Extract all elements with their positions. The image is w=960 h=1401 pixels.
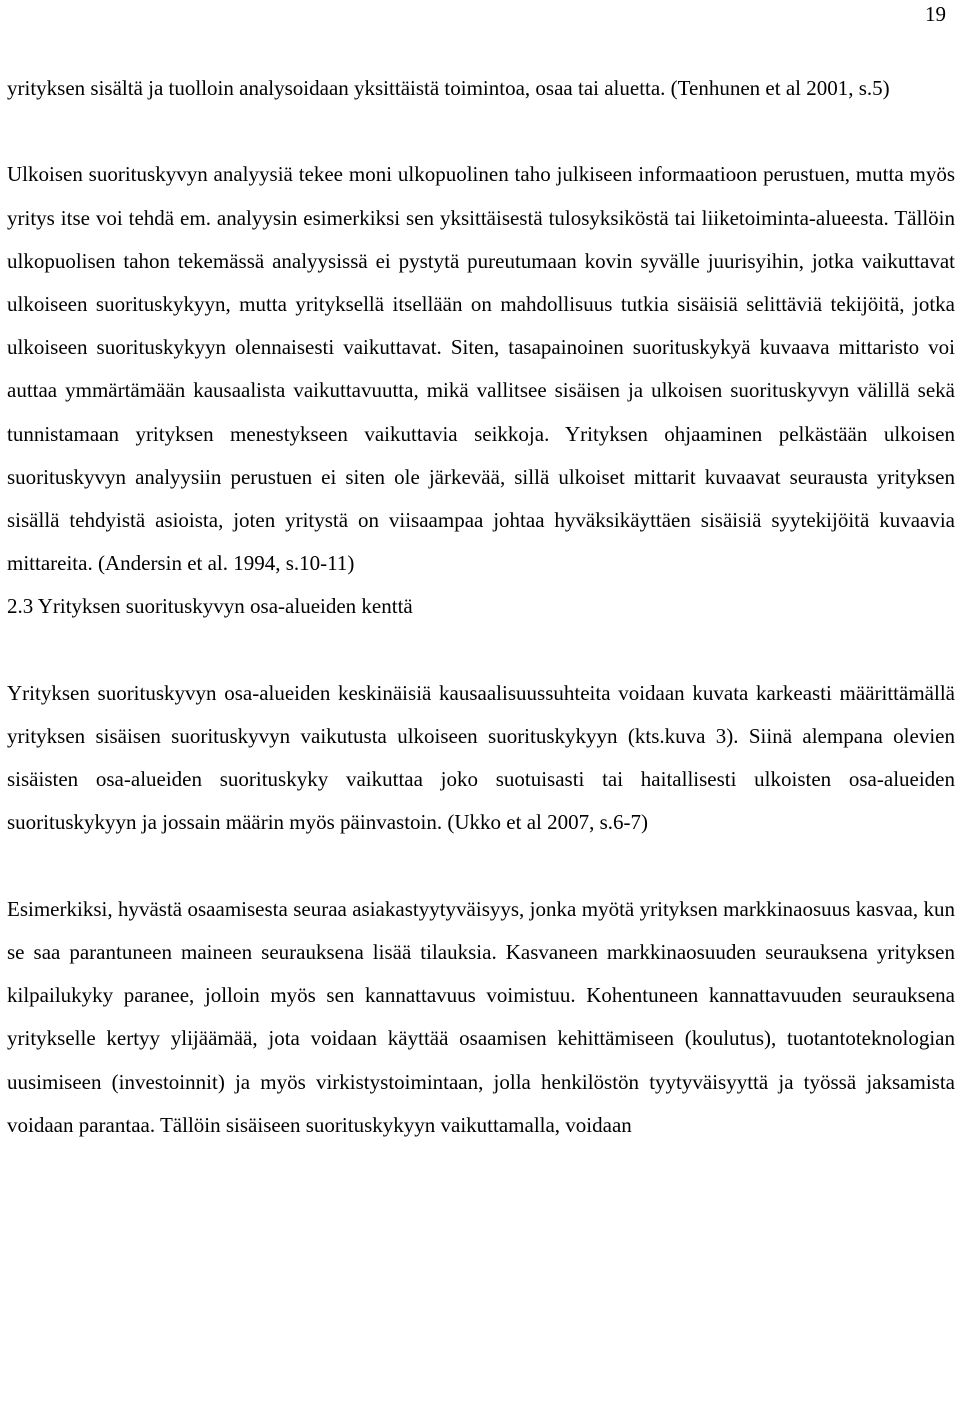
- section-heading: 2.3 Yrityksen suorituskyvyn osa-alueiden kenttä: [7, 594, 413, 619]
- paragraph-4: Esimerkiksi, hyvästä osaamisesta seuraa asiakastyytyväisyys, jonka myötä yrityksen markkinaosuus kasvaa, kun se saa parantuneen maineen seurauksena lisää tilauksia. Kasvaneen markkinaosuuden seurauksena yrityksen kilpailukyky paranee, jolloin myös sen kannattavuus voimistuu. Kohentuneen kannattavuuden seurauksena yritykselle kertyy ylijäämää, jota voidaan käyttää osaamisen kehittämiseen (koulutus), tuotantoteknologian uusimiseen (investoinnit) ja myös virkistystoimintaan, jolla henkilöstön tyytyväisyyttä ja työssä jaksamista voidaan parantaa. Tällöin sisäiseen suorituskykyyn vaikuttamalla, voidaan: [7, 896, 955, 1137]
- paragraph-2: Ulkoisen suorituskyvyn analyysiä tekee moni ulkopuolinen taho julkiseen informaatioon perustuen, mutta myös yritys itse voi tehdä em. analyysin esimerkiksi sen yksittäisestä tulosyksiköstä tai liiketoiminta-alueesta. Tällöin ulkopuolisen tahon tekemässä analyysissä ei pystytä pureutumaan kovin syvälle juurisyihin, jotka vaikuttavat ulkoiseen suorituskykyyn, mutta yrityksellä itsellään on mahdollisuus tutkia sisäisiä selittäviä tekijöitä, jotka ulkoiseen suorituskykyyn olennaisesti vaikuttavat. Siten, tasapainoinen suorituskykyä kuvaava mittaristo voi auttaa ymmärtämään kausaalista vaikuttavuutta, mikä vallitsee sisäisen ja ulkoisen suorituskyvyn välillä sekä tunnistamaan yrityksen menestykseen vaikuttavia seikkoja. Yrityksen ohjaaminen pelkästään ulkoisen suorituskyvyn analyysiin perustuen ei siten ole järkevää, sillä ulkoiset mittarit kuvaavat seurausta yrityksen sisällä tehdyistä asioista, joten yritystä on viisaampaa johtaa hyväksikäyttäen sisäisiä syytekijöitä kuvaavia mittareita. (Andersin et al. 1994, s.10-11): [7, 162, 955, 576]
- paragraph-3: Yrityksen suorituskyvyn osa-alueiden keskinäisiä kausaalisuussuhteita voidaan kuvata karkeasti määrittämällä yrityksen sisäisen suorituskyvyn vaikutusta ulkoiseen suorituskykyyn (kts.kuva 3). Siinä alempana olevien sisäisten osa-alueiden suorituskyky vaikuttaa joko suotuisasti tai haitallisesti ulkoisten osa-alueiden suorituskykyyn ja jossain määrin myös päinvastoin. (Ukko et al 2007, s.6-7): [7, 680, 955, 835]
- page-body: [7, 67, 955, 1147]
- page-number: 19: [925, 2, 946, 26]
- paragraph-1: yrityksen sisältä ja tuolloin analysoidaan yksittäistä toimintoa, osaa tai aluetta. (Tenhunen et al 2001, s.5): [7, 76, 890, 100]
